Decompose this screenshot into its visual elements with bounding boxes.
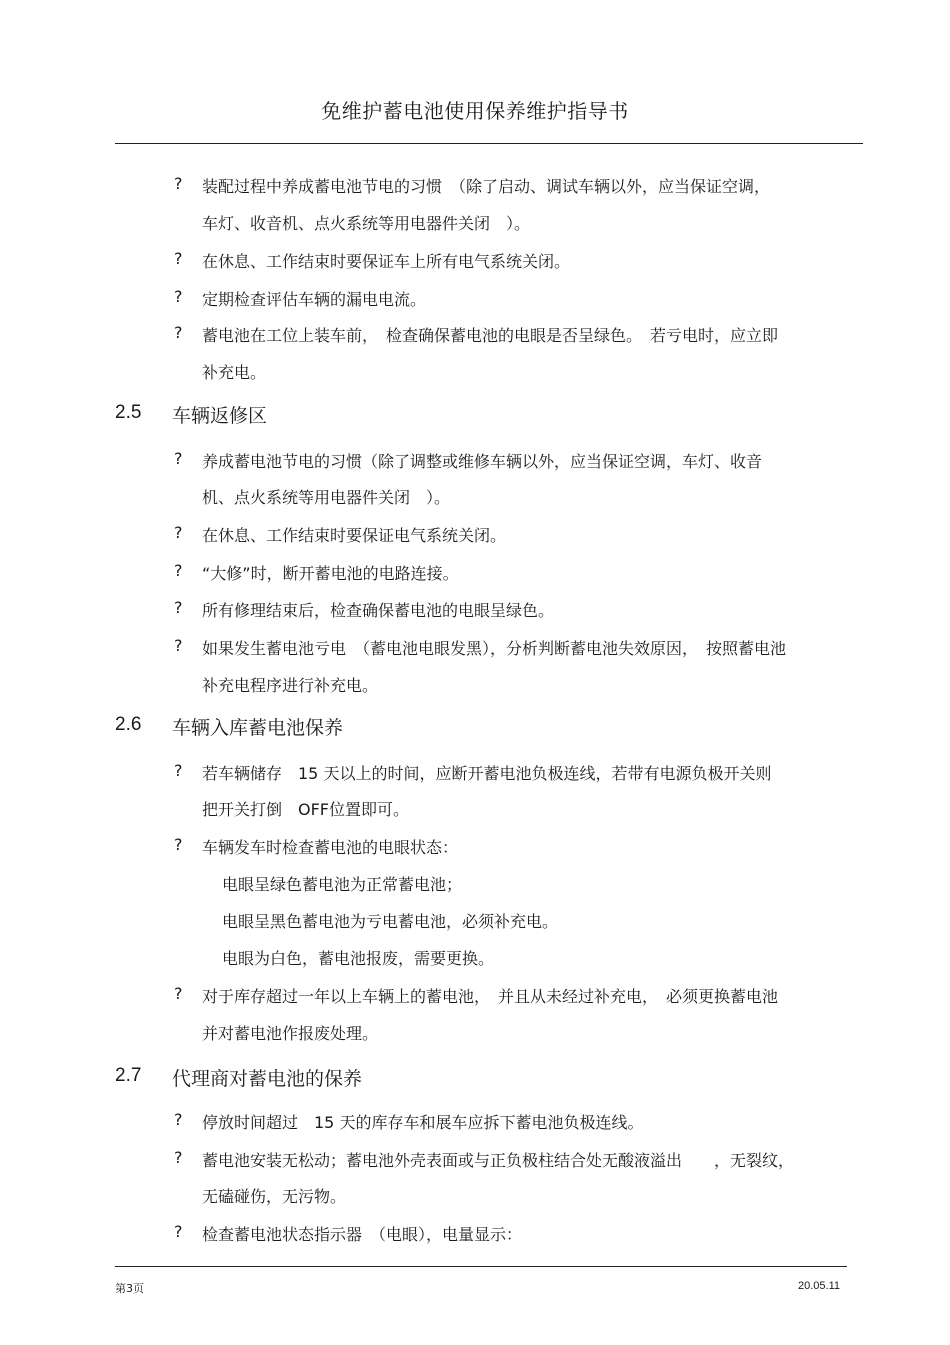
bullet-marker: ?	[174, 835, 183, 854]
intro-bullet-3: 定期检查评估车辆的漏电电流。	[202, 290, 427, 309]
footer-divider	[115, 1266, 847, 1267]
s27-bullet-2-line-2: 无磕碰伤，无污物。	[202, 1187, 347, 1206]
s27-bullet-3: 检查蓄电池状态指示器 （电眼），电量显示：	[202, 1225, 523, 1244]
footer-date: 20.05.11	[798, 1280, 841, 1292]
page-title: 免维护蓄电池使用保养维护指导书	[321, 99, 629, 123]
section-number: 2.6	[115, 714, 142, 735]
s26-bullet-3-line-1: 对于库存超过一年以上车辆上的蓄电池， 并且从未经过补充电， 必须更换蓄电池	[202, 987, 779, 1006]
s25-bullet-5-line-1: 如果发生蓄电池亏电 （蓄电池电眼发黑），分析判断蓄电池失效原因， 按照蓄电池	[202, 639, 787, 658]
bullet-marker: ?	[174, 323, 183, 342]
eye-status-black: 电眼呈黑色蓄电池为亏电蓄电池，必须补充电。	[222, 912, 559, 931]
s26-bullet-2: 车辆发车时检查蓄电池的电眼状态：	[202, 838, 459, 857]
eye-status-white: 电眼为白色，蓄电池报废，需要更换。	[222, 949, 495, 968]
s27-bullet-1: 停放时间超过 15 天的库存车和展车应拆下蓄电池负极连线。	[202, 1113, 644, 1132]
intro-bullet-2: 在休息、工作结束时要保证车上所有电气系统关闭。	[202, 252, 571, 271]
section-heading: 车辆返修区	[172, 405, 268, 427]
bullet-marker: ?	[174, 449, 183, 468]
header-divider	[115, 143, 863, 144]
intro-bullet-1-line-2: 车灯、收音机、点火系统等用电器件关闭 ）。	[202, 214, 531, 233]
intro-bullet-4-line-2: 补充电。	[202, 363, 267, 382]
section-heading: 车辆入库蓄电池保养	[172, 717, 344, 739]
s26-bullet-1-line-1: 若车辆储存 15 天以上的时间，应断开蓄电池负极连线，若带有电源负极开关则	[202, 764, 772, 783]
s27-bullet-2-line-1: 蓄电池安装无松动；蓄电池外壳表面或与正负极柱结合处无酸液溢出 ，无裂纹，	[202, 1151, 795, 1170]
bullet-marker: ?	[174, 523, 183, 542]
s25-bullet-3: “大修”时，断开蓄电池的电路连接。	[202, 564, 459, 583]
bullet-marker: ?	[174, 598, 183, 617]
bullet-marker: ?	[174, 1110, 183, 1129]
bullet-marker: ?	[174, 287, 183, 306]
bullet-marker: ?	[174, 1222, 183, 1241]
bullet-marker: ?	[174, 249, 183, 268]
s25-bullet-1-line-2: 机、点火系统等用电器件关闭 ）。	[202, 488, 451, 507]
bullet-marker: ?	[174, 984, 183, 1003]
s25-bullet-4: 所有修理结束后，检查确保蓄电池的电眼呈绿色。	[202, 601, 555, 620]
bullet-marker: ?	[174, 561, 183, 580]
s25-bullet-2: 在休息、工作结束时要保证电气系统关闭。	[202, 526, 507, 545]
section-number: 2.7	[115, 1065, 142, 1086]
section-number: 2.5	[115, 402, 142, 423]
s26-bullet-1-line-2: 把开关打倒 OFF位置即可。	[202, 800, 410, 819]
intro-bullet-4-line-1: 蓄电池在工位上装车前， 检查确保蓄电池的电眼是否呈绿色。 若亏电时，应立即	[202, 326, 779, 345]
s26-bullet-3-line-2: 并对蓄电池作报废处理。	[202, 1024, 379, 1043]
intro-bullet-1-line-1: 装配过程中养成蓄电池节电的习惯 （除了启动、调试车辆以外，应当保证空调，	[202, 177, 771, 196]
bullet-marker: ?	[174, 1148, 183, 1167]
s25-bullet-1-line-1: 养成蓄电池节电的习惯（除了调整或维修车辆以外，应当保证空调，车灯、收音	[202, 452, 763, 471]
bullet-marker: ?	[174, 636, 183, 655]
eye-status-green: 电眼呈绿色蓄电池为正常蓄电池；	[222, 875, 463, 894]
page-number: 第3页	[115, 1282, 144, 1295]
bullet-marker: ?	[174, 761, 183, 780]
s25-bullet-5-line-2: 补充电程序进行补充电。	[202, 676, 379, 695]
section-heading: 代理商对蓄电池的保养	[172, 1068, 363, 1090]
bullet-marker: ?	[174, 174, 183, 193]
